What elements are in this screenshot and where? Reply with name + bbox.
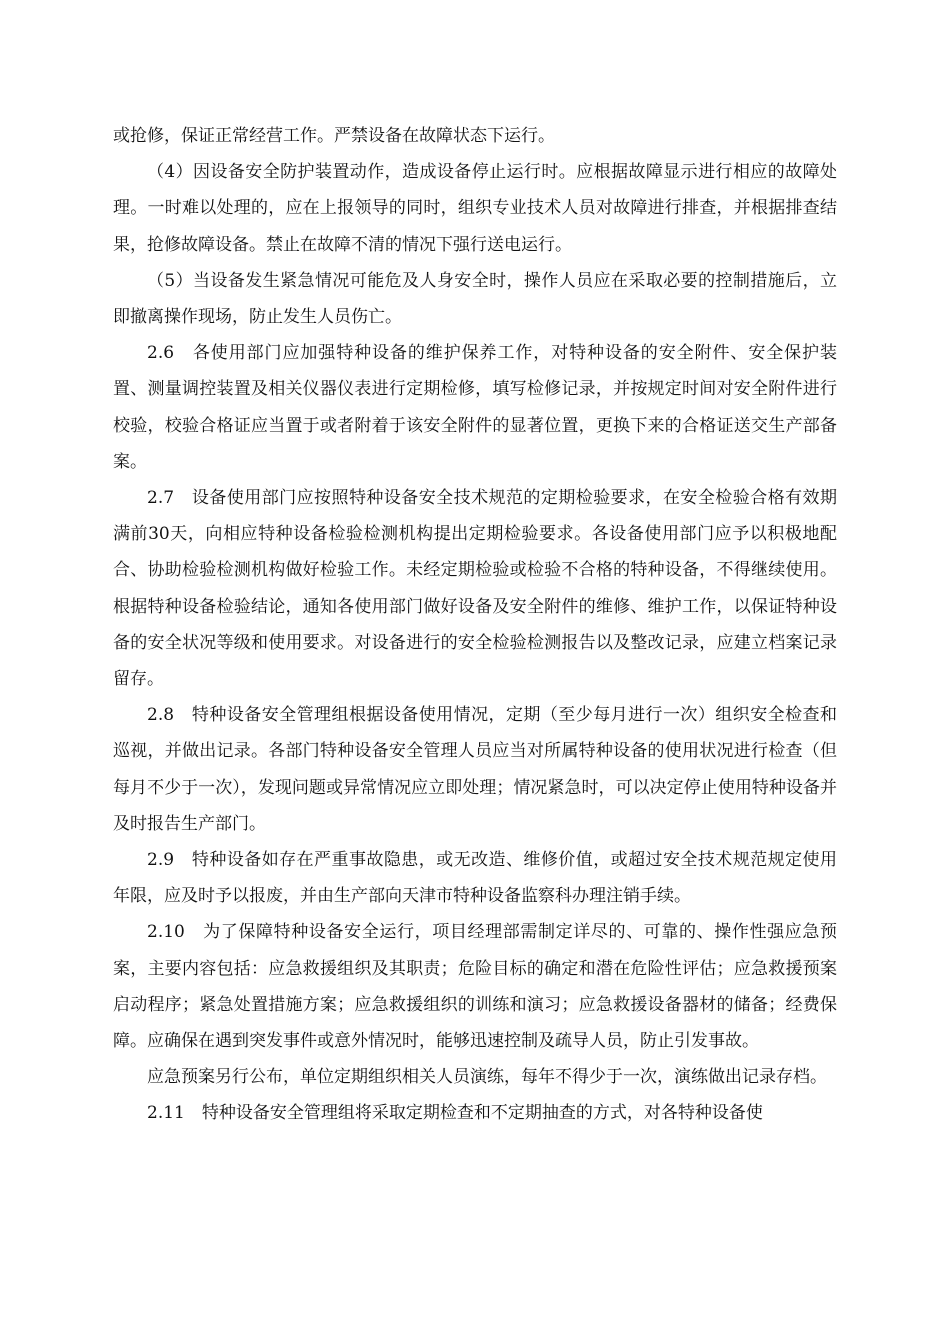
paragraph: 2.9 特种设备如存在严重事故隐患，或无改造、维修价值，或超过安全技术规范规定使用年限，应及时予以报废，并由生产部向天津市特种设备监察科办理注销手续。 xyxy=(113,850,837,907)
paragraph: 2.7 设备使用部门应按照特种设备安全技术规范的定期检验要求，在安全检验合格有效期满前30天，向相应特种设备检验检测机构提出定期检验要求。各设备使用部门应予以积极地配合、协助检验检测机构做好检验工作。未经定期检验或检验不合格的特种设备，不得继续使用。根据特种设备检验结论，通知各使用部门做好设备及安全附件的维修、维护工作，以保证特种设备的安全状况等级和使用要求。对设备进行的安全检验检测报告以及整改记录，应建立档案记录留存。 xyxy=(113,488,837,690)
paragraph: 2.6 各使用部门应加强特种设备的维护保养工作，对特种设备的安全附件、安全保护装置、测量调控装置及相关仪器仪表进行定期检修，填写检修记录，并按规定时间对安全附件进行校验，校验合格证应当置于或者附着于该安全附件的显著位置，更换下来的合格证送交生产部备案。 xyxy=(113,343,837,472)
document-body xyxy=(113,118,837,1132)
paragraph: （4）因设备安全防护装置动作，造成设备停止运行时。应根据故障显示进行相应的故障处理。一时难以处理的，应在上报领导的同时，组织专业技术人员对故障进行排查，并根据排查结果，抢修故障设备。禁止在故障不清的情况下强行送电运行。 xyxy=(113,162,837,255)
paragraph: 2.8 特种设备安全管理组根据设备使用情况，定期（至少每月进行一次）组织安全检查和巡视，并做出记录。各部门特种设备安全管理人员应当对所属特种设备的使用状况进行检查（但每月不少于一次），发现问题或异常情况应立即处理；情况紧急时，可以决定停止使用特种设备并及时报告生产部门。 xyxy=(113,705,837,834)
paragraph: 应急预案另行公布，单位定期组织相关人员演练，每年不得少于一次，演练做出记录存档。 xyxy=(147,1067,827,1088)
paragraph: （5）当设备发生紧急情况可能危及人身安全时，操作人员应在采取必要的控制措施后，立即撤离操作现场，防止发生人员伤亡。 xyxy=(113,270,837,328)
paragraph: 2.10 为了保障特种设备安全运行，项目经理部需制定详尽的、可靠的、操作性强应急预案，主要内容包括：应急救援组织及其职责；危险目标的确定和潜在危险性评估；应急救援预案启动程序；紧急处置措施方案；应急救援组织的训练和演习；应急救援设备器材的储备；经费保障。应确保在遇到突发事件或意外情况时，能够迅速控制及疏导人员，防止引发事故。 xyxy=(113,922,837,1052)
paragraph: 2.11 特种设备安全管理组将采取定期检查和不定期抽查的方式，对各特种设备使 xyxy=(147,1103,763,1124)
paragraph: 或抢修，保证正常经营工作。严禁设备在故障状态下运行。 xyxy=(113,126,555,146)
